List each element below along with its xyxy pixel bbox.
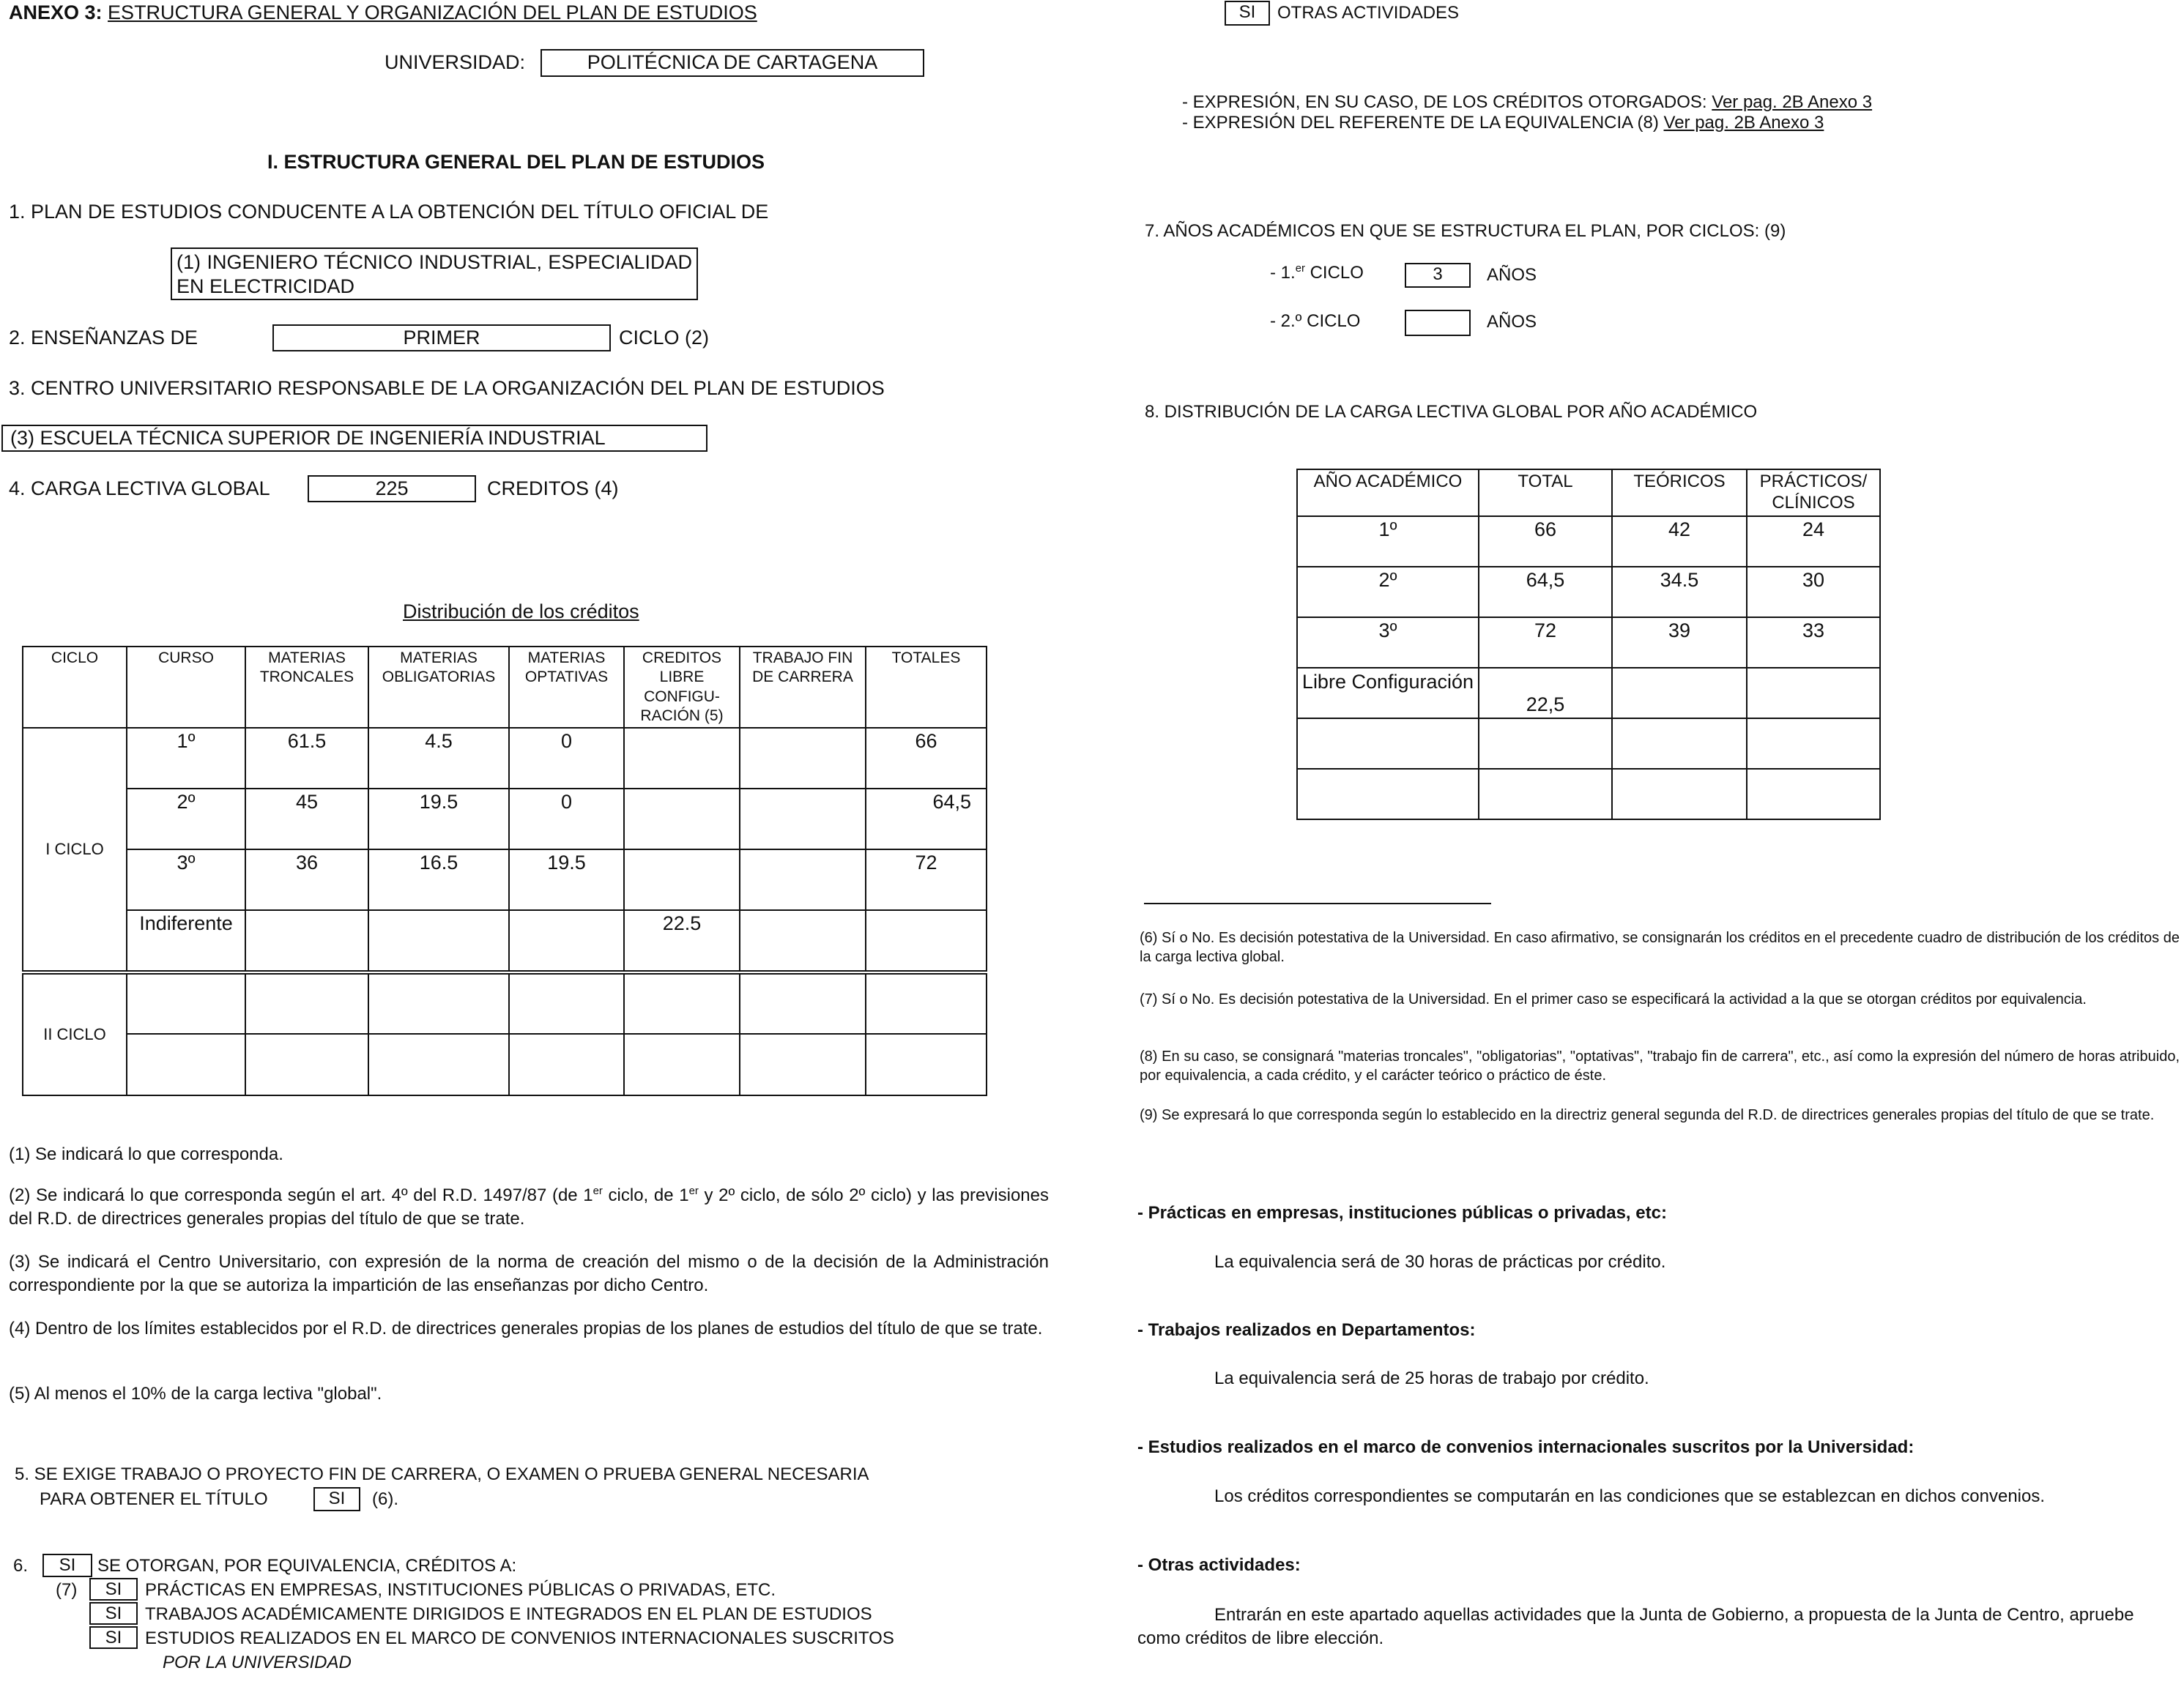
header-optativas: MATERIAS OPTATIVAS [509,647,624,728]
footnote-5: (5) Al menos el 10% de la carga lectiva "global". [9,1384,382,1404]
cell-troncales: 45 [245,789,368,849]
table-row [1297,567,1880,617]
cell-total: 64,5 [1479,567,1612,617]
header-obligatorias: MATERIAS OBLIGATORIAS [368,647,509,728]
expression-2-label: - EXPRESIÓN DEL REFERENTE DE LA EQUIVALENCIA (8) [1182,113,1659,133]
other-activities-box: SI [1225,1,1270,26]
table-row [1297,769,1880,819]
table-row [23,789,987,849]
cell-empty [1612,769,1747,819]
equivalence-sub-label: PRÁCTICAS EN EMPRESAS, INSTITUCIONES PÚBLICAS O PRIVADAS, ETC. [145,1580,776,1600]
footnote-4: (4) Dentro de los límites establecidos por el R.D. de directrices generales propias de los planes de estudios del título de que se trate. [9,1319,1043,1338]
credits-table-title: Distribución de los créditos [403,600,639,622]
cell-optativas: 0 [509,789,624,849]
item4-suffix: CREDITOS (4) [487,477,619,499]
header-curso: CURSO [127,647,245,728]
equivalence-sub-continuation: POR LA UNIVERSIDAD [163,1653,352,1672]
equivalence-text-3: Los créditos correspondientes se computarán en las condiciones que se establezcan en dichos convenios. [1214,1486,2046,1506]
footnote-3: (3) Se indicará el Centro Universitario, con expresión de la norma de creación del mismo o de la decisión de la Administración correspondiente por la que se autoriza la impartición de las enseñanzas por dicho Centro. [9,1252,1049,1295]
cell-teoricos [1612,668,1747,718]
cell-empty [740,1034,866,1095]
cell-empty [1479,718,1612,769]
equivalence-heading-1: - Prácticas en empresas, instituciones públicas o privadas, etc: [1137,1203,1667,1223]
cell-libre [624,728,740,789]
cell-empty [509,1034,624,1095]
cycle1-years-box: 3 [1405,263,1471,288]
item5-line2: PARA OBTENER EL TÍTULO [40,1489,268,1509]
cell-teoricos: 42 [1612,516,1747,567]
year-table [1296,469,1881,820]
footnote-9: (9) Se expresará lo que corresponda según lo establecido en la directriz general segunda del R.D. de directrices generales propias del título de que se trate. [1140,1107,2155,1123]
cell-year: 1º [1297,516,1479,567]
cell-optativas [509,910,624,972]
cell-empty [127,972,245,1034]
equivalence-heading-4: - Otras actividades: [1137,1555,1301,1575]
cell-troncales: 61.5 [245,728,368,789]
table-row [1297,668,1880,718]
cycle2-label: II CICLO [23,972,127,1095]
university-field: POLITÉCNICA DE CARTAGENA [541,49,924,77]
cell-practicos [1747,668,1880,718]
cell-optativas: 0 [509,728,624,789]
footnote-7: (7) Sí o No. Es decisión potestativa de la Universidad. En el primer caso se especificará la actividad a la que se otorgan créditos por equivalencia. [1140,991,2087,1008]
header-libre: CREDITOS LIBRE CONFIGU-RACIÓN (5) [624,647,740,728]
equivalence-text-4: Entrarán en este apartado aquellas actividades que la Junta de Gobierno, a propuesta de la Junta de Centro, apruebe como créditos de libre elección. [1137,1605,2134,1648]
annex-label: ANEXO 3: [9,1,103,23]
cell-empty [127,1034,245,1095]
cell-empty [1612,718,1747,769]
cell-empty [1747,718,1880,769]
equivalence-heading-2: - Trabajos realizados en Departamentos: [1137,1320,1476,1340]
cycle-field: PRIMER [272,324,611,351]
item5-line1: 5. SE EXIGE TRABAJO O PROYECTO FIN DE CARRERA, O EXAMEN O PRUEBA GENERAL NECESARIA [15,1464,869,1484]
item2-label: 2. ENSEÑANZAS DE [9,327,198,349]
university-label: UNIVERSIDAD: [385,51,526,73]
cell-obligatorias [368,910,509,972]
cell-curso: 3º [127,849,245,910]
cell-totales [866,910,987,972]
expression-1-link: Ver pag. 2B Anexo 3 [1712,92,1873,112]
table-row [23,972,987,1034]
cell-teoricos: 34.5 [1612,567,1747,617]
cell-empty [624,972,740,1034]
equivalence-sub-box: SI [89,1626,138,1649]
item7-label: 7. AÑOS ACADÉMICOS EN QUE SE ESTRUCTURA EL PLAN, POR CICLOS: (9) [1145,221,1786,241]
cell-empty [245,972,368,1034]
item6-ref: (7) [56,1580,78,1600]
cell-empty [509,972,624,1034]
item8-label: 8. DISTRIBUCIÓN DE LA CARGA LECTIVA GLOBAL POR AÑO ACADÉMICO [1145,402,1758,422]
cell-year: 2º [1297,567,1479,617]
years-label-1: AÑOS [1487,265,1537,285]
final-project-box: SI [313,1487,360,1511]
item4-label: 4. CARGA LECTIVA GLOBAL [9,477,270,499]
cell-libre: 22.5 [624,910,740,972]
cell-obligatorias: 16.5 [368,849,509,910]
equivalence-sub-label: TRABAJOS ACADÉMICAMENTE DIRIGIDOS E INTEGRADOS EN EL PLAN DE ESTUDIOS [145,1604,872,1624]
expression-1 [1182,92,1872,113]
other-activities-label: OTRAS ACTIVIDADES [1277,3,1460,23]
annex-title: ESTRUCTURA GENERAL Y ORGANIZACIÓN DEL PLAN DE ESTUDIOS [108,1,757,23]
section-title: I. ESTRUCTURA GENERAL DEL PLAN DE ESTUDIOS [267,151,765,173]
table-row [1297,617,1880,668]
equivalence-text-1: La equivalencia será de 30 horas de prácticas por crédito. [1214,1252,1666,1272]
header-troncales: MATERIAS TRONCALES [245,647,368,728]
cell-empty [1479,769,1612,819]
table-row [23,728,987,789]
cell-curso: Indiferente [127,910,245,972]
cell-curso: 1º [127,728,245,789]
title-field: (1) INGENIERO TÉCNICO INDUSTRIAL, ESPECIALIDAD EN ELECTRICIDAD [171,247,698,300]
table-row [23,1034,987,1095]
cell-empty [866,1034,987,1095]
cell-trabajo [740,789,866,849]
cycle1-years-label: - 1.$^{er}$ CICLO [1270,263,1364,283]
cell-curso: 2º [127,789,245,849]
cell-libre [624,849,740,910]
expression-2-link: Ver pag. 2B Anexo 3 [1663,113,1824,133]
item1-label: 1. PLAN DE ESTUDIOS CONDUCENTE A LA OBTENCIÓN DEL TÍTULO OFICIAL DE [9,201,769,223]
cell-totales: 72 [866,849,987,910]
cell-empty [624,1034,740,1095]
cell-obligatorias: 19.5 [368,789,509,849]
footnote-2: (2) Se indicará lo que corresponda según el art. 4º del R.D. 1497/87 (de 1er ciclo, de 1er y 2º ciclo, de sólo 2º ciclo) y las previsiones del R.D. de directrices generales propias del título de que se trate. [9,1185,1049,1229]
item6-number: 6. [13,1556,29,1576]
cell-year: 3º [1297,617,1479,668]
cell-practicos: 30 [1747,567,1880,617]
equivalence-text-2: La equivalencia será de 25 horas de trabajo por crédito. [1214,1368,1649,1388]
cell-troncales [245,910,368,972]
cell-empty [1297,769,1479,819]
cell-troncales: 36 [245,849,368,910]
cell-empty [1297,718,1479,769]
cycle2-years-label: - 2.º CICLO [1270,311,1361,331]
header-trabajo: TRABAJO FIN DE CARRERA [740,647,866,728]
cycle1-label: I CICLO [23,728,127,972]
cell-teoricos: 39 [1612,617,1747,668]
cell-year: Libre Configuración [1297,668,1479,718]
cell-obligatorias: 4.5 [368,728,509,789]
cell-trabajo [740,728,866,789]
header-total: TOTAL [1479,469,1612,516]
header-teoricos: TEÓRICOS [1612,469,1747,516]
equivalence-heading-3: - Estudios realizados en el marco de convenios internacionales suscritos por la Universidad: [1137,1437,1914,1457]
cell-empty [368,972,509,1034]
item2-suffix: CICLO (2) [619,327,710,349]
header-ciclo: CICLO [23,647,127,728]
center-field: (3) ESCUELA TÉCNICA SUPERIOR DE INGENIERÍA INDUSTRIAL [1,425,707,452]
equivalence-sub-box: SI [89,1602,138,1625]
cell-total: 66 [1479,516,1612,567]
cell-empty [245,1034,368,1095]
expression-2 [1182,113,1824,133]
item3-label: 3. CENTRO UNIVERSITARIO RESPONSABLE DE LA ORGANIZACIÓN DEL PLAN DE ESTUDIOS [9,377,885,399]
footnote-6: (6) Sí o No. Es decisión potestativa de la Universidad. En caso afirmativo, se consignarán los créditos en el precedente cuadro de distribución de los créditos de la carga lectiva global. [1140,930,2180,966]
table-row [1297,718,1880,769]
header-practicos: PRÁCTICOS/ CLÍNICOS [1747,469,1880,516]
cell-trabajo [740,910,866,972]
credits-field: 225 [308,475,476,502]
cell-libre [624,789,740,849]
cell-empty [740,972,866,1034]
table-row [23,910,987,972]
table-row [1297,516,1880,567]
item6-label: SE OTORGAN, POR EQUIVALENCIA, CRÉDITOS A: [97,1556,517,1576]
cell-empty [1747,769,1880,819]
annex-heading [9,1,757,24]
cell-empty [866,972,987,1034]
header-year: AÑO ACADÉMICO [1297,469,1479,516]
cell-optativas: 19.5 [509,849,624,910]
header-totales: TOTALES [866,647,987,728]
equivalence-sub-label: ESTUDIOS REALIZADOS EN EL MARCO DE CONVENIOS INTERNACIONALES SUSCRITOS [145,1628,894,1648]
cycle2-years-box [1405,310,1471,336]
footnote-separator [1144,903,1491,904]
item5-note: (6). [372,1489,398,1509]
cell-total: 22,5 [1479,668,1612,718]
cell-totales: 64,5 [866,789,987,849]
footnote-8: (8) En su caso, se consignará "materias troncales", "obligatorias", "optativas", "trabajo fin de carrera", etc., así como la expresión del número de horas atribuido, por equivalencia, a cada crédito, y el carácter teórico o práctico de éste. [1140,1049,2180,1084]
cell-empty [368,1034,509,1095]
credits-table [22,646,987,1096]
cell-total: 72 [1479,617,1612,668]
cell-practicos: 33 [1747,617,1880,668]
equivalence-sub-box: SI [89,1578,138,1601]
years-label-2: AÑOS [1487,312,1537,332]
cell-trabajo [740,849,866,910]
footnote-1: (1) Se indicará lo que corresponda. [9,1144,283,1164]
expression-1-label: - EXPRESIÓN, EN SU CASO, DE LOS CRÉDITOS OTORGADOS: [1182,92,1707,112]
cell-practicos: 24 [1747,516,1880,567]
table-row [23,849,987,910]
equivalence-box: SI [42,1554,92,1577]
cell-totales: 66 [866,728,987,789]
